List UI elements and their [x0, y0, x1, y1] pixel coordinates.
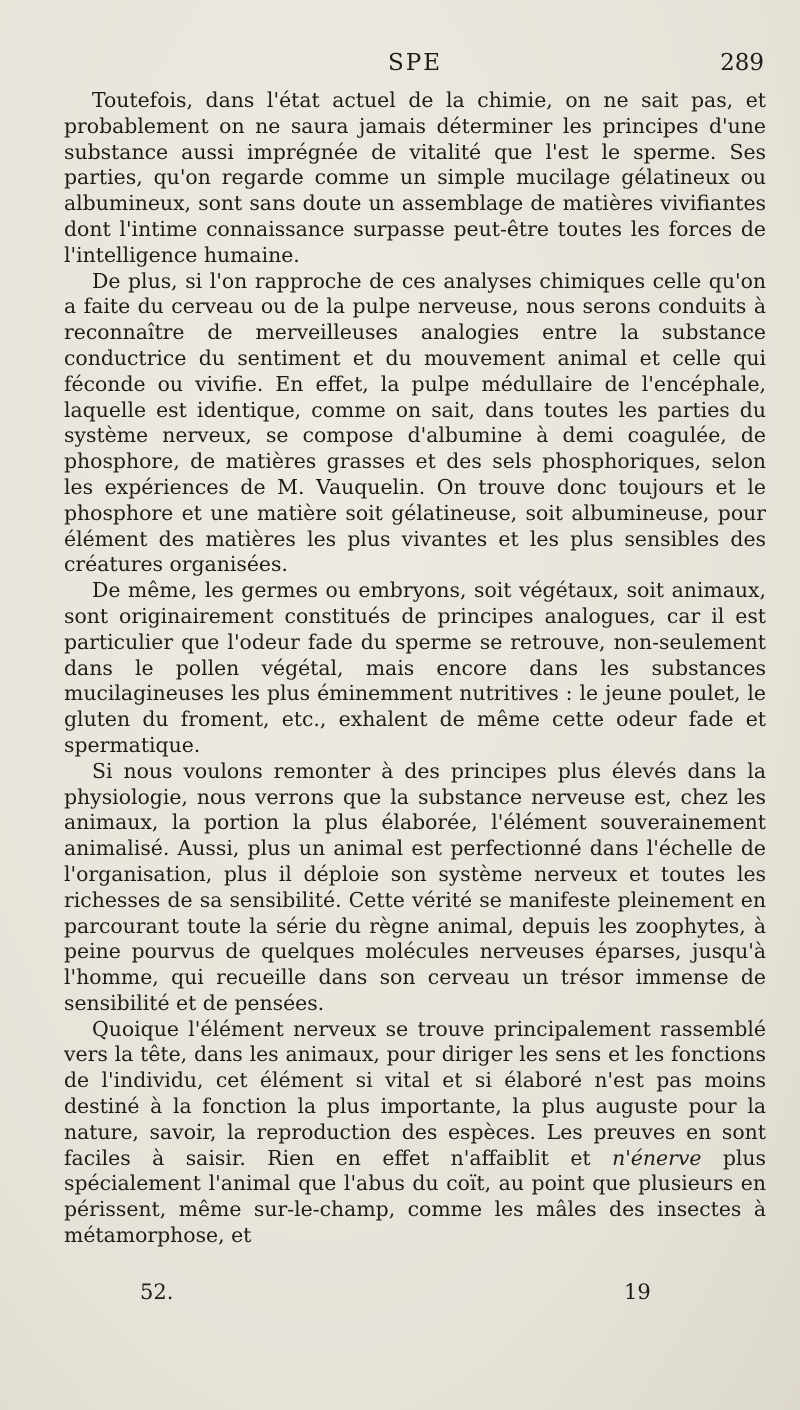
signature-mark: 52. [140, 1280, 174, 1304]
page-header [66, 50, 764, 84]
running-head: SPE [387, 50, 443, 76]
page-number: 289 [720, 50, 764, 76]
emphasis-word: n'énerve [612, 1145, 702, 1170]
paragraph-2: De plus, si l'on rapproche de ces analyses chimiques celle qu'on a faite du cerveau ou de la pulpe nerveuse, nous serons conduits à reconnaître de merveilleuses analogies entre la substance conductrice du sentiment et du mouvement animal et celle qui féconde ou vivifie. En effet, la pulpe médullaire de l'encéphale, laquelle est identique, comme on sait, dans toutes les parties du système nerveux, se compose d'albumine à demi coagulée, de phosphore, de matières grasses et des sels phosphoriques, selon les expériences de M. Vauquelin. On trouve donc toujours et le phosphore et une matière soit gélatineuse, soit albumineuse, pour élément des matières les plus vivantes et les plus sensibles des créatures organisées. [64, 268, 766, 577]
paragraph-1: Toutefois, dans l'état actuel de la chimie, on ne sait pas, et probablement on ne saura jamais déterminer les principes d'une substance aussi imprégnée de vitalité que l'est le sperme. Ses parties, qu'on regarde comme un simple mucilage gélatineux ou albumineux, sont sans doute un assemblage de matières vivifiantes dont l'intime connaissance surpasse peut-être toutes les forces de l'intelligence humaine. [64, 88, 766, 267]
page-footer [64, 1280, 766, 1310]
folio-mark: 19 [624, 1280, 651, 1304]
paragraph-4: Si nous voulons remonter à des principes plus élevés dans la physiologie, nous verrons que la substance nerveuse est, chez les animaux, la portion la plus élaborée, l'élément souverainement animalisé. Aussi, plus un animal est perfectionné dans l'échelle de l'organisation, plus il déploie son système nerveux et toutes les richesses de sa sensibilité. Cette vérité se manifeste pleinement en parcourant toute la série du règne animal, depuis les zoophytes, à peine pourvus de quelques molécules nerveuses éparses, jusqu'à l'homme, qui recueille dans son cerveau un trésor immense de sensibilité et de pensées. [64, 758, 766, 1015]
paragraph-5: Quoique l'élément nerveux se trouve principalement rassemblé vers la tête, dans les animaux, pour diriger les sens et les fonctions de l'individu, cet élément si vital et si élaboré n'est pas moins destiné à la fonction la plus importante, la plus auguste pour la nature, savoir, la reproduction des espèces. Les preuves en sont faciles à saisir. Rien en effet n'affaiblit et n'énerve plus spécialement l'animal que l'abus du coït, au point que plusieurs en périssent, même sur-le-champ, comme les mâles des insectes à métamorphose, et [64, 1016, 766, 1248]
body-text [64, 88, 766, 1249]
paragraph-3: De même, les germes ou embryons, soit végétaux, soit animaux, sont originairement constitués de principes analogues, car il est particulier que l'odeur fade du sperme se retrouve, non-seulement dans le pollen végétal, mais encore dans les substances mucilagineuses les plus éminemment nutritives : le jeune poulet, le gluten du froment, etc., exhalent de même cette odeur fade et spermatique. [64, 578, 766, 757]
